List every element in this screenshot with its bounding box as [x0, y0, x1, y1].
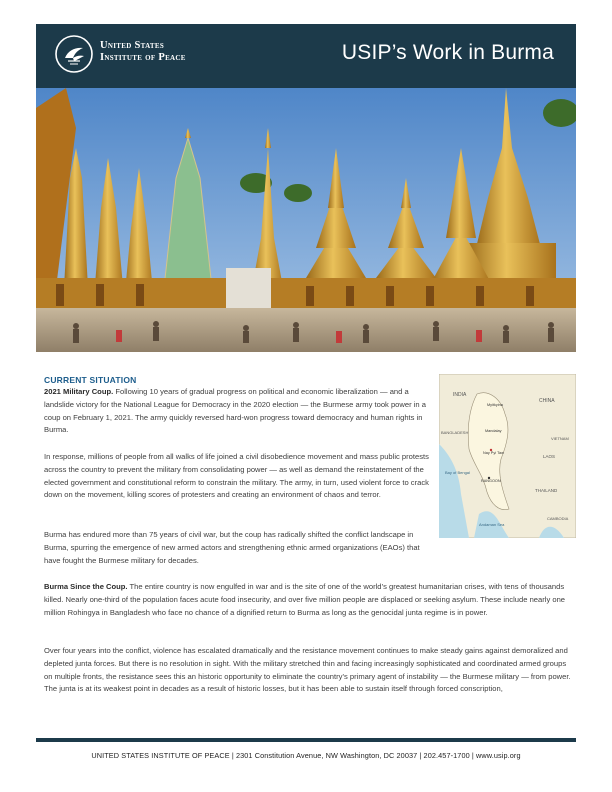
page-title: USIP’s Work in Burma: [341, 41, 554, 64]
paragraph-escalation: Over four years into the conflict, violence has escalated dramatically and the resistance movement continues to make steady gains against demoralized and depleted junta forces. But there is no resolution in sight. With the military stretched thin and facing increasingly sophisticated and coordinated armed groups on multiple fronts, the resistance sees this an historic opportunity to eliminate the country’s primary agent of instability — the Burmese military — from power. The junta is at its weakest point in decades as a result of historic losses, but it has been able to sustain itself through forced conscription,: [44, 646, 571, 694]
map-label-india: INDIA: [453, 392, 467, 398]
map-label-cambodia: CAMBODIA: [547, 516, 569, 521]
map-label-bay-of-bengal: Bay of Bengal: [445, 470, 470, 475]
map-label-mandalay: Mandalay: [485, 429, 502, 433]
map-label-rangoon: RANGOON: [481, 479, 501, 483]
map-label-myitkyina: Myitkyina: [487, 403, 503, 407]
burma-region-map: [439, 374, 576, 538]
map-label-nay-pyi-taw: Nay Pyi Taw: [483, 451, 504, 455]
map-label-bangladesh: BANGLADESH: [441, 430, 469, 435]
usip-dove-logo-icon: [54, 34, 94, 74]
map-illustration: [439, 374, 576, 538]
pagoda-photo: [36, 88, 576, 352]
header-banner: [36, 24, 576, 88]
organization-name: [100, 40, 186, 64]
map-label-thailand: THAILAND: [535, 488, 558, 493]
paragraph-body: Following 10 years of gradual progress on political and economic liberalization — and a landslide victory for the National League for Democracy in the 2020 election — the Burmese army took power in a coup on February 1, 2021. The army quickly reversed hard-won progress toward democracy and human rights in Burma.: [44, 387, 426, 435]
map-label-andaman-sea: Andaman Sea: [479, 522, 505, 527]
footer-contact: UNITED STATES INSTITUTE OF PEACE | 2301 Constitution Avenue, NW Washington, DC 20037 | 202.457-1700 | www.usip.org: [91, 751, 521, 760]
paragraph-lead: Burma Since the Coup.: [44, 582, 128, 591]
footer-divider: [36, 738, 576, 742]
map-label-vietnam: VIETNAM: [551, 436, 569, 441]
paragraph-military-coup: [44, 386, 429, 437]
paragraph-body: The entire country is now engulfed in war and is the site of one of the world’s greatest humanitarian crises, with tens of thousands killed. Nearly one-third of the population faces acute food insecurity, and over five million people are displaced or seeking asylum. These include nearly one million Rohingya in Bangladesh who face no chance of a dignified return to Burma as long as the genocidal junta regime is in power.: [44, 582, 566, 617]
map-label-laos: LAOS: [543, 454, 556, 459]
map-label-china: CHINA: [539, 398, 555, 404]
paragraph-civil-disobedience: In response, millions of people from all walks of life joined a civil disobedience movement and mass public protests across the country to prevent the military from consolidating power — as well as demand the reinstatement of the elected government and constitutional reform to constrain the military. The army, in turn, used violent force to crack down on the movement, killing scores of protesters and creating an environment of chaos and terror.: [44, 452, 429, 500]
paragraph-lead: 2021 Military Coup.: [44, 387, 114, 396]
paragraph-since-coup: [44, 581, 574, 619]
paragraph-civil-war: Burma has endured more than 75 years of civil war, but the coup has radically shifted the conflict landscape in Burma, spurring the emergence of new armed actors and strengthening ethnic armed organizations (EAOs) that have fought the Burmese military for decades.: [44, 530, 420, 565]
section-heading: CURRENT SITUATION: [44, 375, 137, 385]
pagoda-illustration: [36, 88, 576, 352]
org-name-line-2: Institute of Peace: [100, 52, 186, 63]
org-name-line-1: United States: [100, 40, 165, 51]
